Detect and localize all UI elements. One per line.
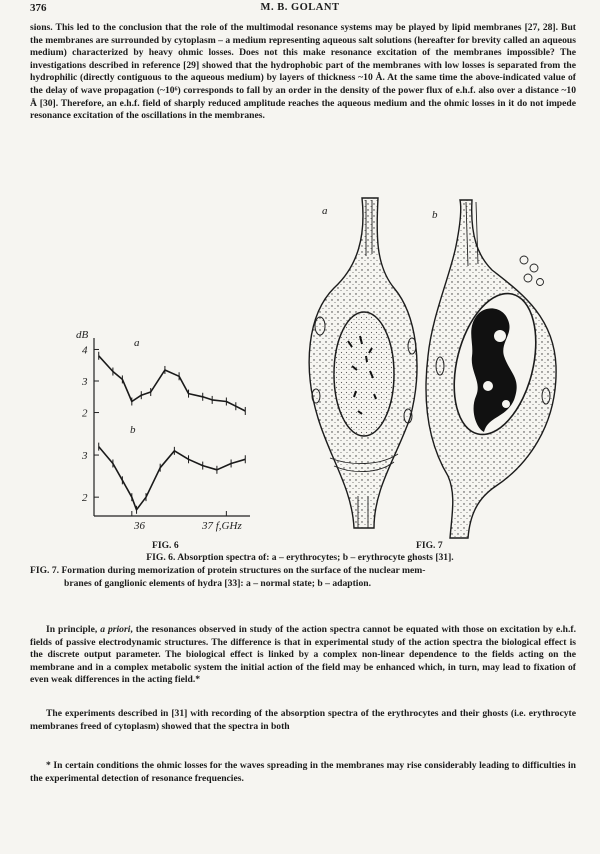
paragraph-1: sions. This led to the conclusion that the role of the multimodal resonance systems may be played by lipid membranes [27, 28]. But the membranes are surrounded by cytoplasm – a medium representing aqueous salt solutions (hereafter for brevity called an aqueous medium) characterized by heavy ohmic losses. Does not this make resonance excitation of the membranes impossible? The investigations described in reference [29] showed that the hydrophobic part of the membranes with low losses is separated from the hydrophilic (directly contiguous to the aqueous medium) by layers of thickness ~10 Å. At the same time the above-indicated value of the delay of wave propagation (~10⁶) corresponds to fall by an order in the density of the power flux of e.h.f. also over a distance ~10 Å [30]. Therefore, an e.h.f. field of sharply reduced amplitude reaches the aqueous medium and the ohmic losses in it do not impede resonance excitation of the oscillations in the membranes. — [30, 22, 576, 122]
fig7-cell-drawings — [300, 196, 570, 542]
paragraph-2-rest: , the resonances observed in study of the action spectra cannot be equated with those on excitation by e.h.f. fields of passive electrodynamic structures. The difference is that in experimental study of the action spectra the biological effect is the discrete output parameter. The biological effect is linked by a complex non-linear dependence to the fields acting on the membrane and in a complex metabolic system the initial action of the field may be enhanced which, in turn, may lead to fixation of even weak differences in the acting field.* — [30, 624, 577, 686]
y-tick-label-a-4: 4 — [82, 344, 88, 357]
series-a-line — [99, 356, 246, 411]
y-tick-label-a-3: 3 — [82, 376, 88, 388]
cell-a — [309, 198, 417, 528]
series-a-label: a — [134, 337, 140, 349]
series-b-line — [99, 447, 246, 510]
y-tick-label-b-3: 3 — [82, 450, 88, 463]
panel-b-label: b — [432, 209, 438, 221]
fig6-label: FIG. 6 — [152, 540, 179, 551]
x-tick-label-37: 37 f,GHz — [202, 520, 242, 532]
y-unit-label: dB — [76, 329, 89, 341]
fig6-caption: FIG. 6. Absorption spectra of: a – erythrocytes; b – erythrocyte ghosts [31]. — [146, 552, 454, 563]
y-tick-label-b-2: 2 — [82, 492, 88, 505]
x-tick-label-36: 36 — [134, 520, 145, 532]
paragraph-2-italic: a priori — [100, 624, 131, 635]
fig7-caption-line-2: branes of ganglionic elements of hydra [33]: a – normal state; b – adaption. — [64, 577, 371, 589]
running-head: M. B. GOLANT — [260, 2, 340, 13]
paragraph-2 — [30, 624, 576, 687]
paragraph-3: The experiments described in [31] with recording of the absorption spectra of the erythrocytes and their ghosts (i.e. erythrocyte membranes freed of cytoplasm) showed that the spectra in both — [30, 708, 576, 732]
fig7-caption — [30, 565, 576, 590]
panel-a-label: a — [322, 205, 328, 217]
cell-b — [426, 200, 556, 538]
fig7-caption-line-1: FIG. 7. Formation during memorization of protein structures on the surface of the nuclear mem- — [30, 565, 426, 576]
series-b-label: b — [130, 424, 136, 436]
fig6-chart — [70, 326, 270, 538]
page-number: 376 — [30, 2, 47, 14]
paragraph-2-start: In principle, — [46, 624, 101, 635]
fig7-label: FIG. 7 — [416, 540, 443, 551]
footnote: * In certain conditions the ohmic losses for the waves spreading in the membranes may rise considerably leading to difficulties in the experimental detection of resonance frequencies. — [30, 760, 576, 784]
y-tick-label-a-2: 2 — [82, 407, 88, 420]
